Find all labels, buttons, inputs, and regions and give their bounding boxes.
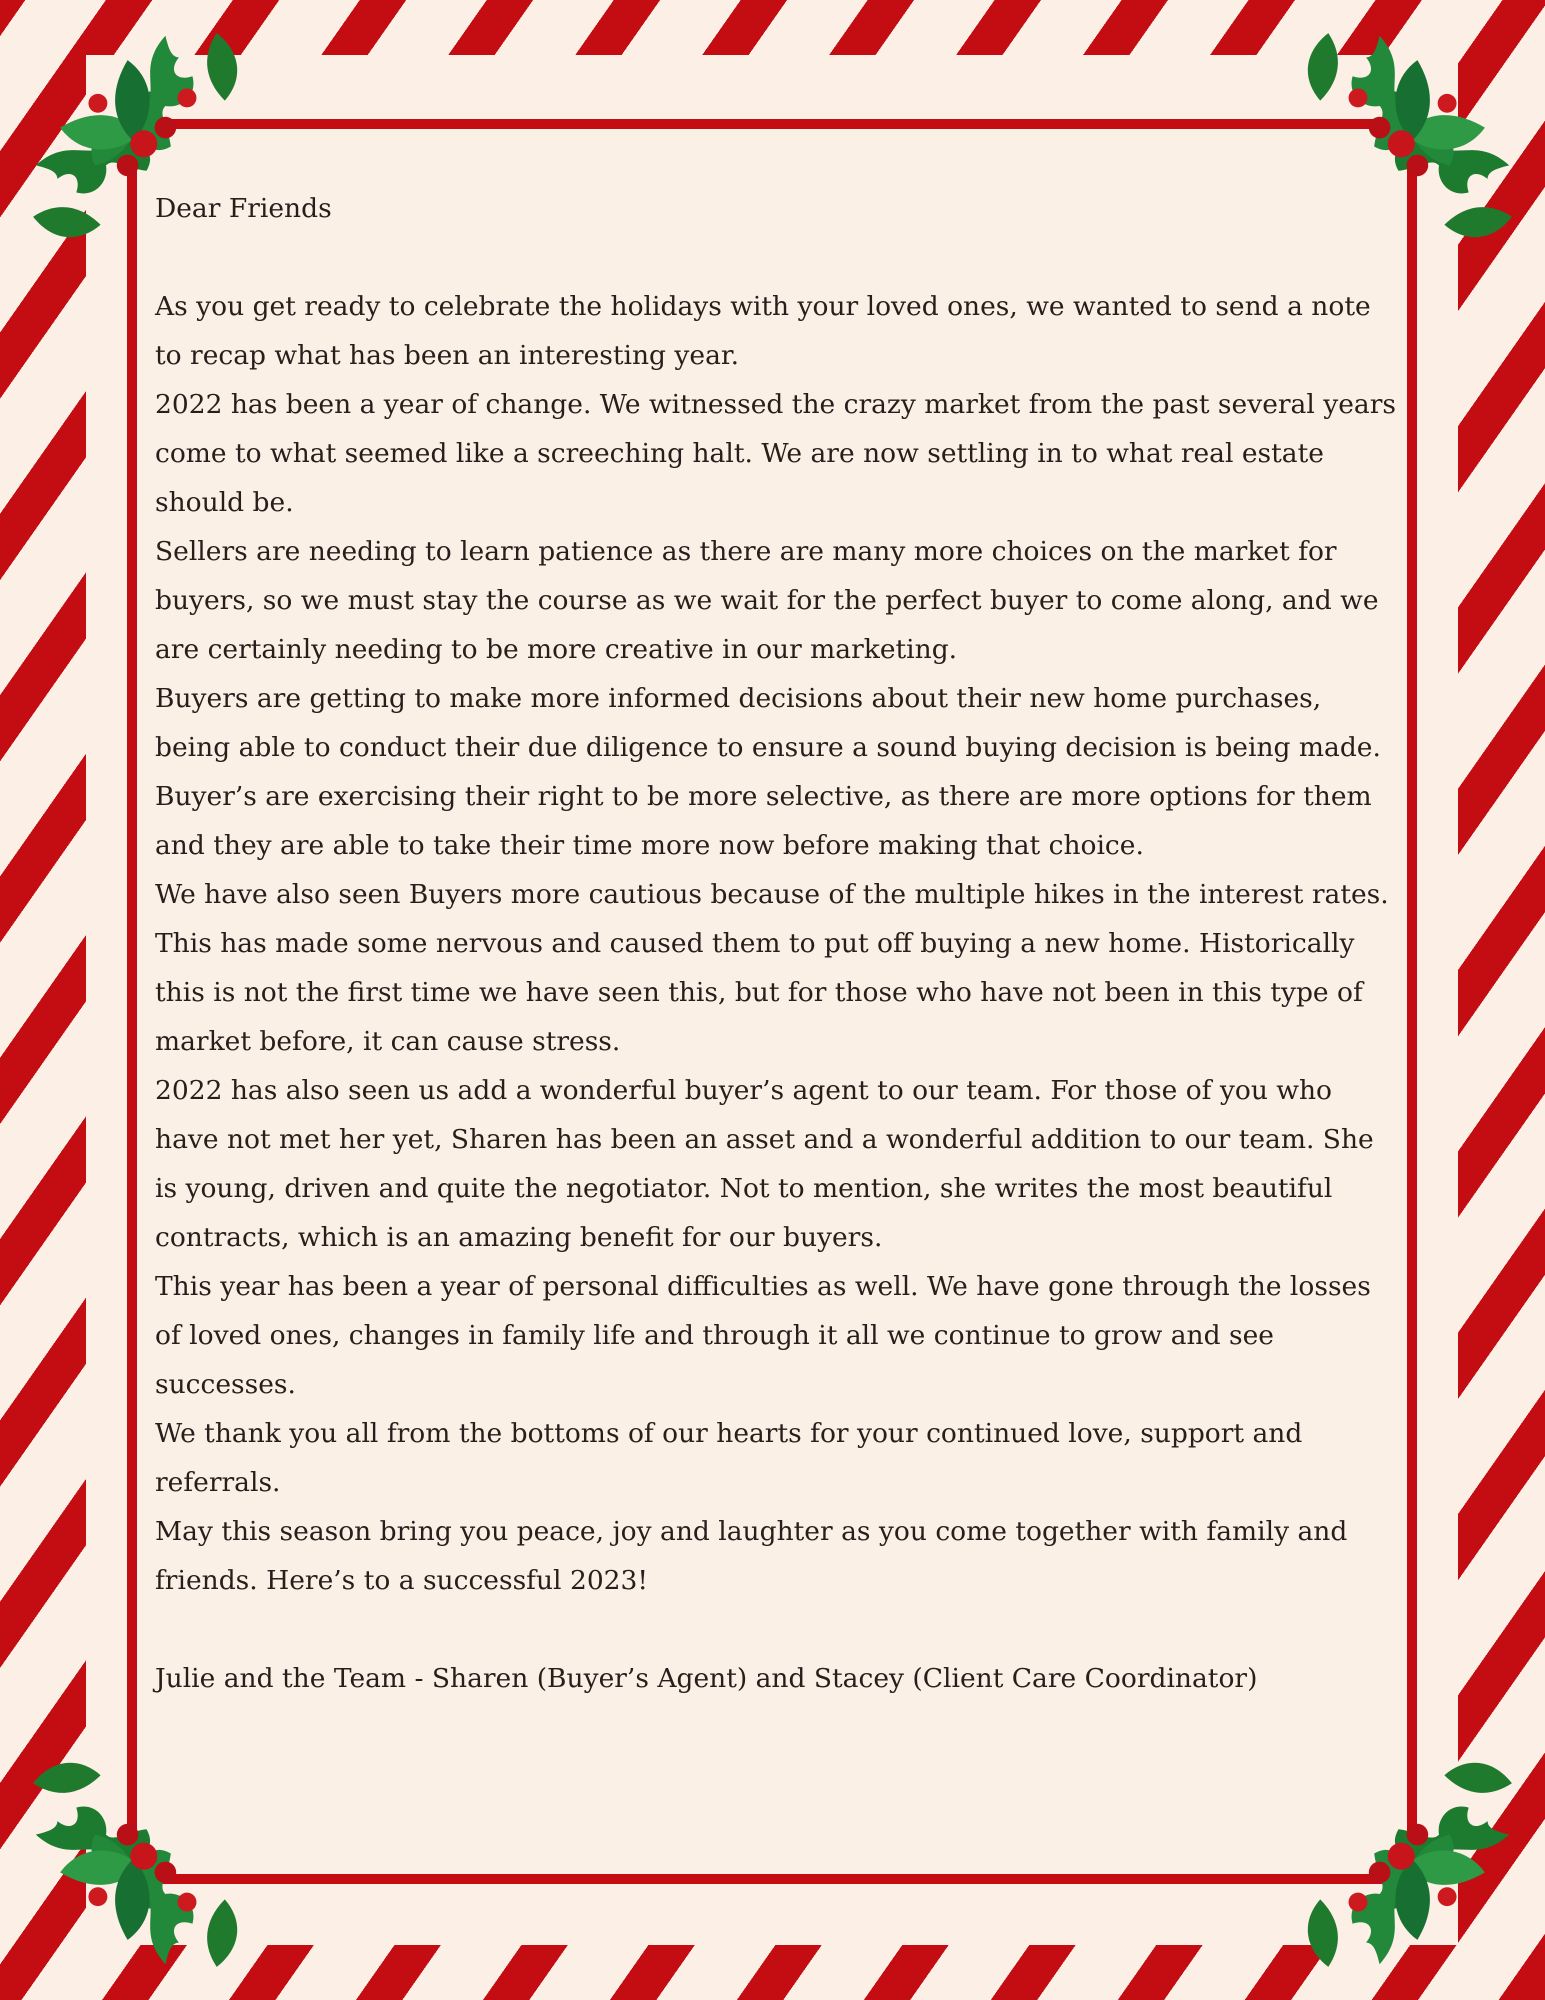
paragraph: Buyer’s are exercising their right to be more selective, as there are more options for them and they are able to take their time more now before making that choice. [155,781,1372,861]
holly-icon [25,1705,295,1975]
paragraph: This year has been a year of personal difficulties as well. We have gone through the losses of loved ones, changes in family life and through it all we continue to grow and see successes. [155,1271,1371,1400]
blank-line [155,1605,1400,1654]
greeting: Dear Friends [155,193,332,224]
paragraph: We thank you all from the bottoms of our hearts for your continued love, support and referrals. [155,1418,1303,1498]
letter-body [155,184,1400,1703]
paragraph: Sellers are needing to learn patience as there are many more choices on the market for buyers, so we must stay the course as we wait for the perfect buyer to come along, and we are certainly needing to be more creative in our marketing. [155,536,1379,665]
holly-icon [1250,1705,1520,1975]
paragraph: 2022 has also seen us add a wonderful buyer’s agent to our team. For those of you who have not met her yet, Sharen has been an asset and a wonderful addition to our team. She is young, driven and quite the negotiator. Not to mention, she writes the most beautiful contracts, which is an amazing benefit for our buyers. [155,1075,1374,1253]
paragraph: May this season bring you peace, joy and laughter as you come together with family and friends. Here’s to a successful 2023! [155,1516,1348,1596]
paragraph: As you get ready to celebrate the holidays with your loved ones, we wanted to send a note to recap what has been an interesting year. [155,291,1371,371]
paragraph: Buyers are getting to make more informed decisions about their new home purchases, being able to conduct their due diligence to ensure a sound buying decision is being made. [155,683,1381,763]
blank-line [155,233,1400,282]
paragraph: We have also seen Buyers more cautious because of the multiple hikes in the interest rates. This has made some nervous and caused them to put off buying a new home. Historically this is not the first time we have seen this, but for those who have not been in this type of market before, it can cause stress. [155,879,1389,1057]
paragraph: 2022 has been a year of change. We witnessed the crazy market from the past several years come to what seemed like a screeching halt. We are now settling in to what real estate should be. [155,389,1396,518]
signature: Julie and the Team - Sharen (Buyer’s Agent) and Stacey (Client Care Coordinator) [155,1663,1258,1694]
